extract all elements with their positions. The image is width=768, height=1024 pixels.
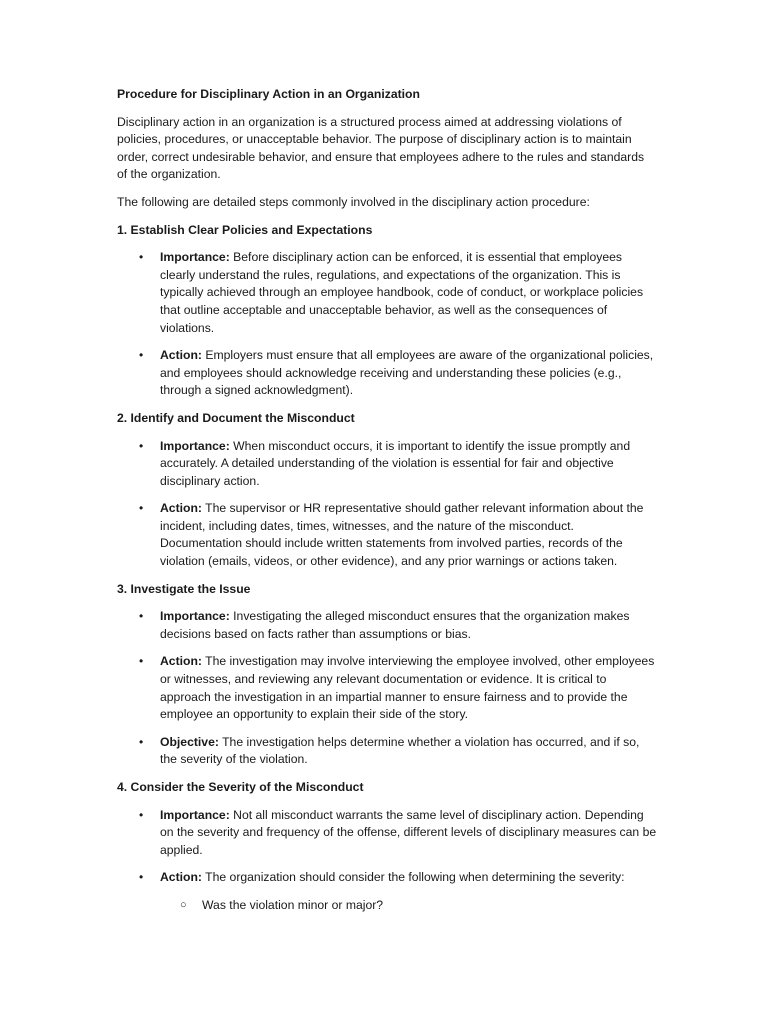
- section-heading: 3. Investigate the Issue: [117, 581, 251, 596]
- bullet-list: [117, 249, 657, 400]
- item-text: Employers must ensure that all employees are aware of the organizational policies, and employees should acknowledge receiving and understanding these policies (e.g., through a signed acknowledgment).: [160, 348, 654, 398]
- list-item: [117, 807, 657, 860]
- bullet-list: [117, 608, 657, 769]
- item-text: Not all misconduct warrants the same level of disciplinary action. Depending on the severity and frequency of the offense, different levels of disciplinary measures can be applied.: [160, 807, 657, 857]
- item-label: Importance:: [160, 807, 230, 822]
- section-heading: 1. Establish Clear Policies and Expectations: [117, 222, 373, 237]
- bullet-icon: •: [139, 348, 144, 363]
- item-label: Action:: [160, 348, 202, 363]
- list-item: [117, 500, 657, 570]
- item-label: Action:: [160, 870, 202, 885]
- item-text: The supervisor or HR representative should gather relevant information about the incident, including dates, times, witnesses, and the nature of the misconduct. Documentation should include written statements from involved parties, records of the violation (emails, videos, or other evidence), and any prior warnings or actions taken.: [160, 501, 644, 569]
- item-label: Importance:: [160, 438, 230, 453]
- lead-in-paragraph: The following are detailed steps commonly involved in the disciplinary action procedure:: [117, 194, 590, 209]
- item-text: The organization should consider the following when determining the severity:: [201, 870, 625, 885]
- list-item: [117, 347, 657, 400]
- item-label: Action:: [160, 654, 202, 669]
- list-item: [117, 438, 657, 491]
- list-item: [117, 734, 657, 769]
- list-item: [117, 869, 657, 887]
- item-label: Objective:: [160, 734, 219, 749]
- document-page: [117, 86, 657, 925]
- list-item: [117, 249, 657, 337]
- bullet-icon: •: [139, 807, 144, 822]
- sub-bullet-list: [117, 897, 657, 915]
- bullet-list: [117, 807, 657, 887]
- item-label: Importance:: [160, 609, 230, 624]
- section-heading: 4. Consider the Severity of the Misconduct: [117, 780, 364, 794]
- item-text: When misconduct occurs, it is important to identify the issue promptly and accurately. A detailed understanding of the violation is essential for fair and objective disciplinary action.: [160, 438, 631, 488]
- item-text: The investigation helps determine whether a violation has occurred, and if so, the severity of the violation.: [160, 734, 640, 767]
- sub-item-text: Was the violation minor or major?: [202, 897, 384, 912]
- list-item: [117, 653, 657, 723]
- item-text: The investigation may involve interviewing the employee involved, other employees or witnesses, and reviewing any relevant documentation or evidence. It is critical to approach the investigation in an impartial manner to ensure fairness and to provide the employee an opportunity to explain their side of the story.: [160, 654, 655, 722]
- document-title: Procedure for Disciplinary Action in an Organization: [117, 87, 420, 101]
- bullet-icon: •: [139, 870, 144, 885]
- intro-paragraph: Disciplinary action in an organization is a structured process aimed at addressing violations of policies, procedures, or unacceptable behavior. The purpose of disciplinary action is to maintain order, correct undesirable behavior, and ensure that employees adhere to the rules and standards of the organization.: [117, 114, 645, 182]
- bullet-icon: •: [139, 438, 144, 453]
- bullet-icon: •: [139, 501, 144, 516]
- item-text: Before disciplinary action can be enforced, it is essential that employees clearly understand the rules, regulations, and expectations of the organization. This is typically achieved through an employee handbook, code of conduct, or workplace policies that outline acceptable and unacceptable behavior, as well as the consequences of violations.: [160, 250, 644, 335]
- circle-bullet-icon: ○: [180, 898, 187, 911]
- item-text: Investigating the alleged misconduct ensures that the organization makes decisions based on facts rather than assumptions or bias.: [160, 609, 630, 641]
- bullet-icon: •: [139, 734, 144, 749]
- bullet-icon: •: [139, 609, 144, 624]
- section-heading: 2. Identify and Document the Misconduct: [117, 410, 355, 425]
- bullet-icon: •: [139, 654, 144, 669]
- sub-list-item: [117, 897, 657, 915]
- item-label: Importance:: [160, 250, 230, 265]
- bullet-list: [117, 438, 657, 571]
- item-label: Action:: [160, 501, 202, 516]
- bullet-icon: •: [139, 250, 144, 265]
- list-item: [117, 608, 657, 643]
